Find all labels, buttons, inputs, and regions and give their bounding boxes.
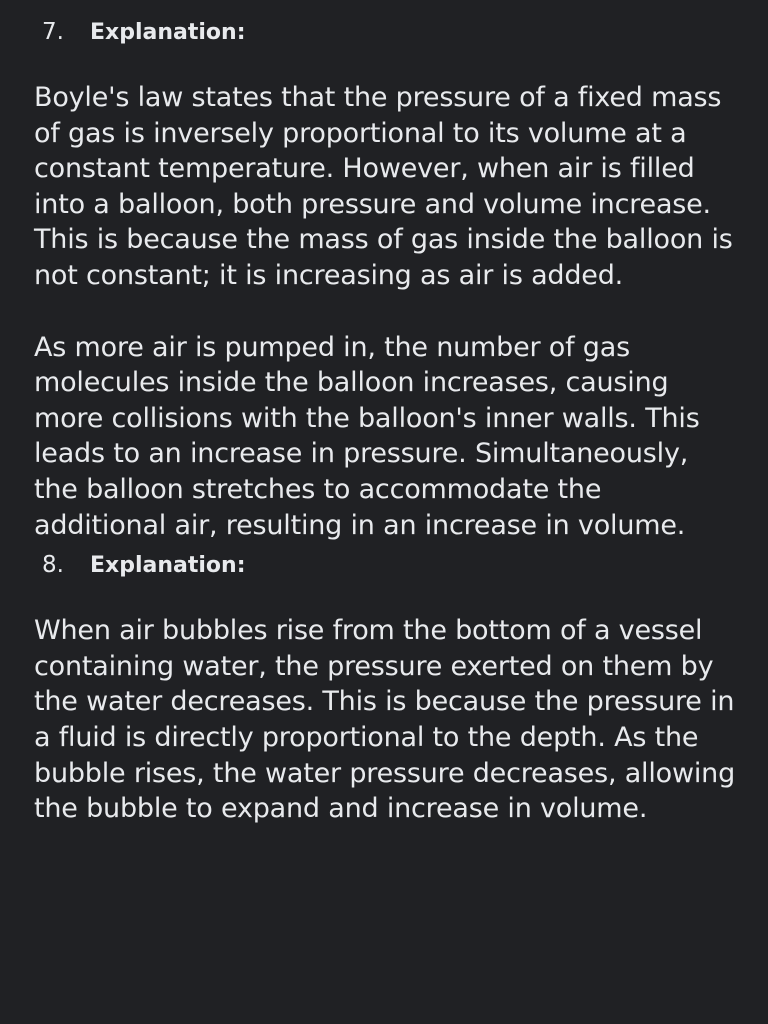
item-title: Explanation: [90,553,246,579]
item-8-paragraph-1: When air bubbles rise from the bottom of a vessel containing water, the pressure exerted on them by the water decreases. This is because the pressure in a fluid is directly proportional to the depth. As the bubble rises, the water pressure decreases, allowing the bubble to expand and increase in volume. [34,615,736,825]
item-number: 8. [42,552,64,579]
item-title: Explanation: [90,20,246,45]
item-7-paragraph-1: Boyle's law states that the pressure of a fixed mass of gas is inversely proportional to its volume at a constant temperature. However, when air is filled into a balloon, both pressure and volume increase. This is because the mass of gas inside the balloon is not constant; it is increasing as air is added. [34,82,733,291]
item-number: 7. [42,19,64,45]
item-7-header [42,14,740,51]
item-7-paragraph-2: As more air is pumped in, the number of gas molecules inside the balloon increases, causing more collisions with the balloon's inner walls. This leads to an increase in pressure. Simultaneously, the balloon stretches to accommodate the additional air, resulting in an increase in volume. [34,331,700,541]
item-8-header [42,547,740,584]
